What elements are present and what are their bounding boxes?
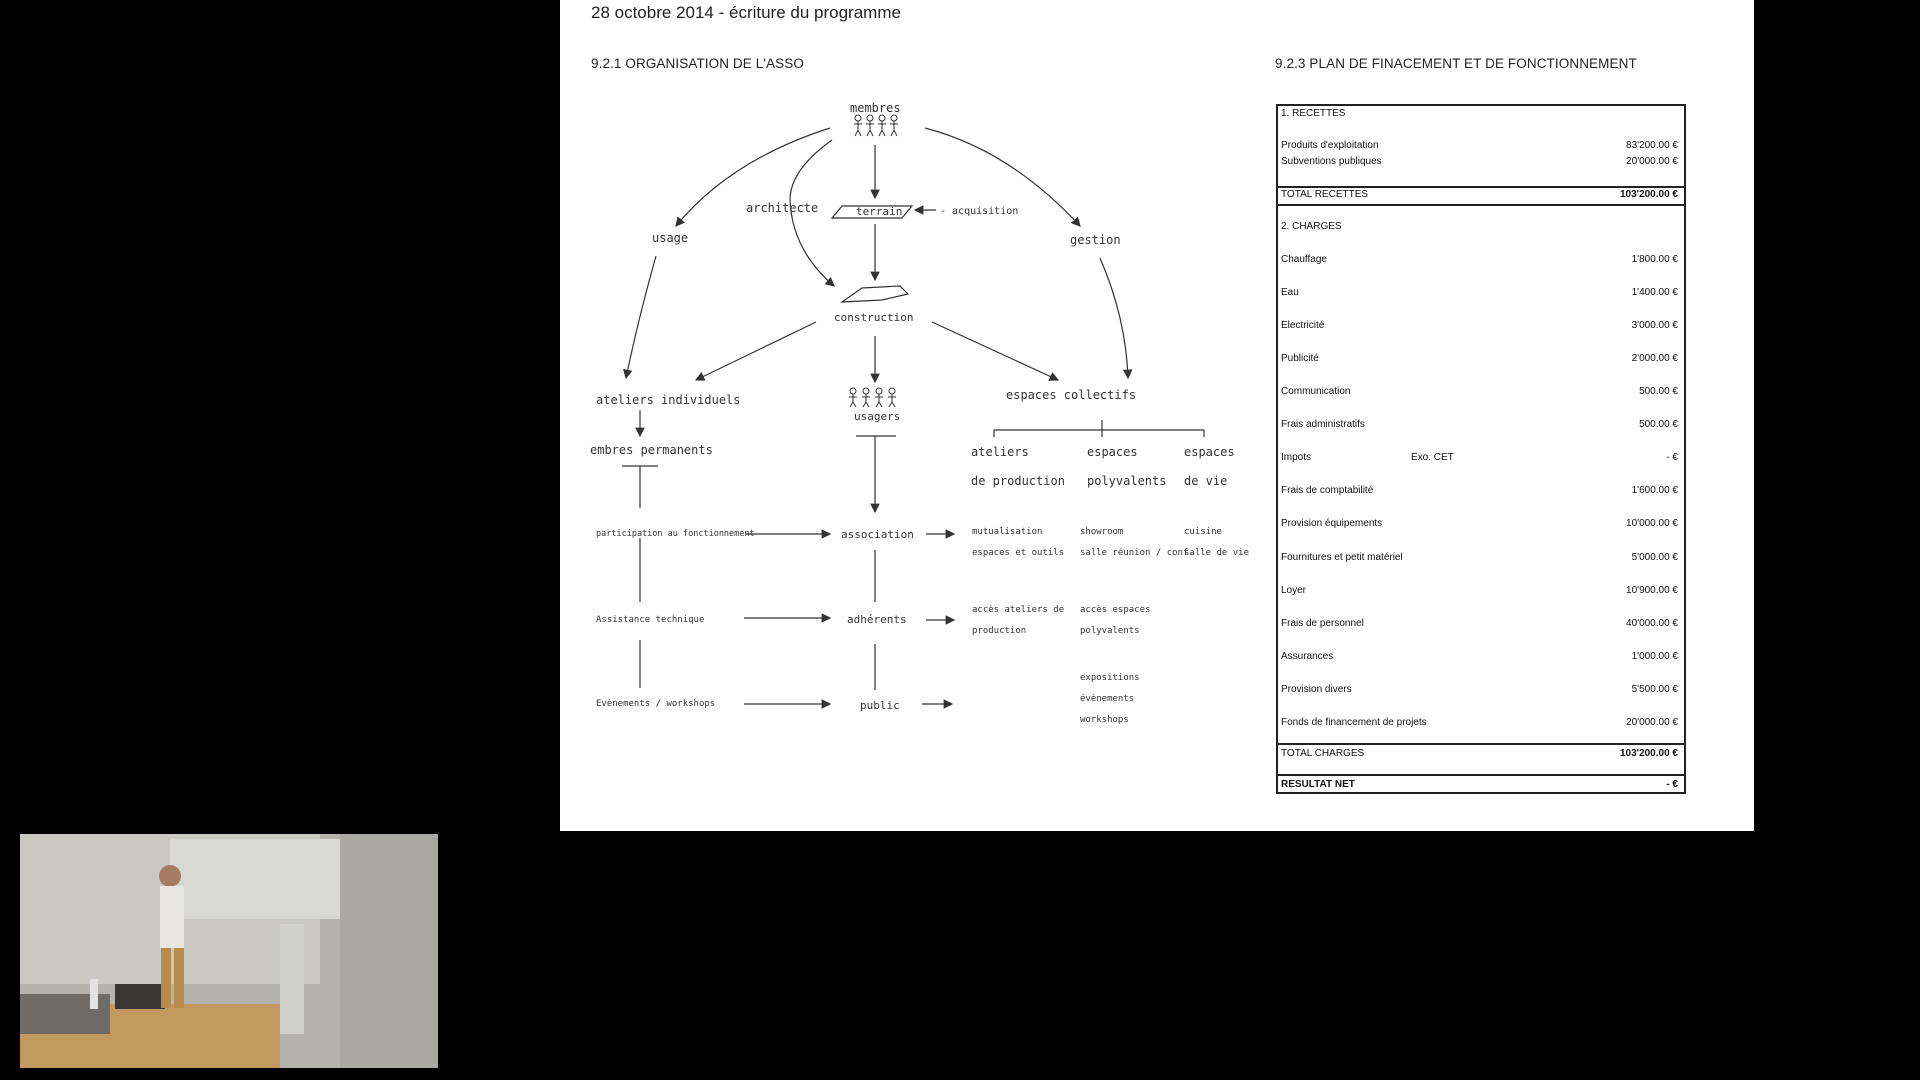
acces-espaces-label-2: polyvalents [1080,626,1140,636]
financement-table [1276,104,1686,794]
ateliers-production-label-2: de production [971,474,1065,488]
resultat-net-row: RESULTAT NET - € [1281,779,1678,790]
cuisine-label-2: salle de vie [1184,548,1250,558]
charges-row: Loyer 10'900.00 € [1281,585,1678,596]
espaces-collectifs-label: espaces collectifs [1006,388,1137,402]
showroom-label-2: salle réunion / conf. [1080,548,1194,558]
charges-row: Frais administratifs 500.00 € [1281,419,1678,430]
charges-header-row: 2. CHARGES [1281,221,1342,232]
charges-row: Impots Exo. CET - € [1281,452,1678,463]
membres-figures [854,115,898,136]
acces-ateliers-label-1: accès ateliers de [972,605,1065,615]
recettes-row: Subventions publiques 20'000.00 € [1281,156,1678,167]
espaces-de-vie-label-2: de vie [1184,474,1228,488]
assistance-label: Assistance technique [596,615,705,625]
ateliers-individuels-label: ateliers individuels [596,393,741,407]
charges-row: Publicité 2'000.00 € [1281,353,1678,364]
adherents-label: adhérents [847,613,907,626]
association-label: association [841,528,914,541]
showroom-label-1: showroom [1080,527,1124,537]
total-charges-row: TOTAL CHARGES 103'200.00 € [1281,748,1678,759]
gestion-label: gestion [1070,233,1121,247]
construction-label: construction [834,311,914,324]
ateliers-production-label-1: ateliers [971,445,1029,459]
divider [1278,743,1684,745]
usage-label: usage [652,231,689,245]
financement-section-title: 9.2.3 PLAN DE FINACEMENT ET DE FONCTIONNEMENT [1275,56,1637,71]
mutualisation-label-2: espaces et outils [972,548,1065,558]
architecte-label: architecte [746,201,819,215]
divider [1278,204,1684,206]
charges-row: Communication 500.00 € [1281,386,1678,397]
charges-row: Provision divers 5'500.00 € [1281,684,1678,695]
charges-row: Fonds de financement de projets 20'000.00 € [1281,717,1678,728]
espaces-de-vie-label-1: espaces [1184,445,1235,459]
acces-espaces-label-1: accès espaces [1080,605,1151,615]
membres-permanents-label: embres permanents [590,443,713,457]
divider [1278,774,1684,776]
charges-row: Eau 1'400.00 € [1281,287,1678,298]
charges-row: Chauffage 1'800.00 € [1281,254,1678,265]
charges-row: Fournitures et petit matériel 5'000.00 € [1281,552,1678,563]
charges-row: Assurances 1'000.00 € [1281,651,1678,662]
espaces-polyvalents-label-2: polyvalents [1087,474,1167,488]
evenements-label: Evènements / workshops [596,699,716,709]
construction-shape [842,286,908,302]
charges-row: Provision équipements 10'000.00 € [1281,518,1678,529]
expositions-label-3: workshops [1080,715,1129,725]
acquisition-label: - acquisition [940,206,1019,217]
participation-label: participation au fonctionnement [596,529,755,539]
usagers-label: usagers [854,410,901,423]
public-label: public [860,699,900,712]
webcam-scene [20,834,438,1068]
mutualisation-label-1: mutualisation [972,527,1043,537]
organisation-diagram [560,0,1260,831]
usagers-figures [849,388,896,407]
membres-label: membres [850,101,901,115]
presentation-slide [560,0,1754,831]
total-recettes-row: TOTAL RECETTES 103'200.00 € [1281,189,1678,200]
charges-row: Electricité 3'000.00 € [1281,320,1678,331]
expositions-label-2: évènements [1080,694,1135,704]
acces-ateliers-label-2: production [972,626,1027,636]
charges-row: Frais de comptabilité 1'600.00 € [1281,485,1678,496]
divider [1278,186,1684,188]
cuisine-label-1: cuisine [1184,527,1222,537]
recettes-row: Produits d'exploitation 83'200.00 € [1281,140,1678,151]
terrain-label: terrain [856,205,903,218]
espaces-polyvalents-label-1: espaces [1087,445,1138,459]
expositions-label-1: expositions [1080,673,1140,683]
slide-title: 28 octobre 2014 - écriture du programme [591,3,901,22]
recettes-header-row: 1. RECETTES [1281,108,1346,119]
speaker-webcam-video [20,834,438,1068]
organisation-section-title: 9.2.1 ORGANISATION DE L'ASSO [591,56,804,71]
charges-row: Frais de personnel 40'000.00 € [1281,618,1678,629]
